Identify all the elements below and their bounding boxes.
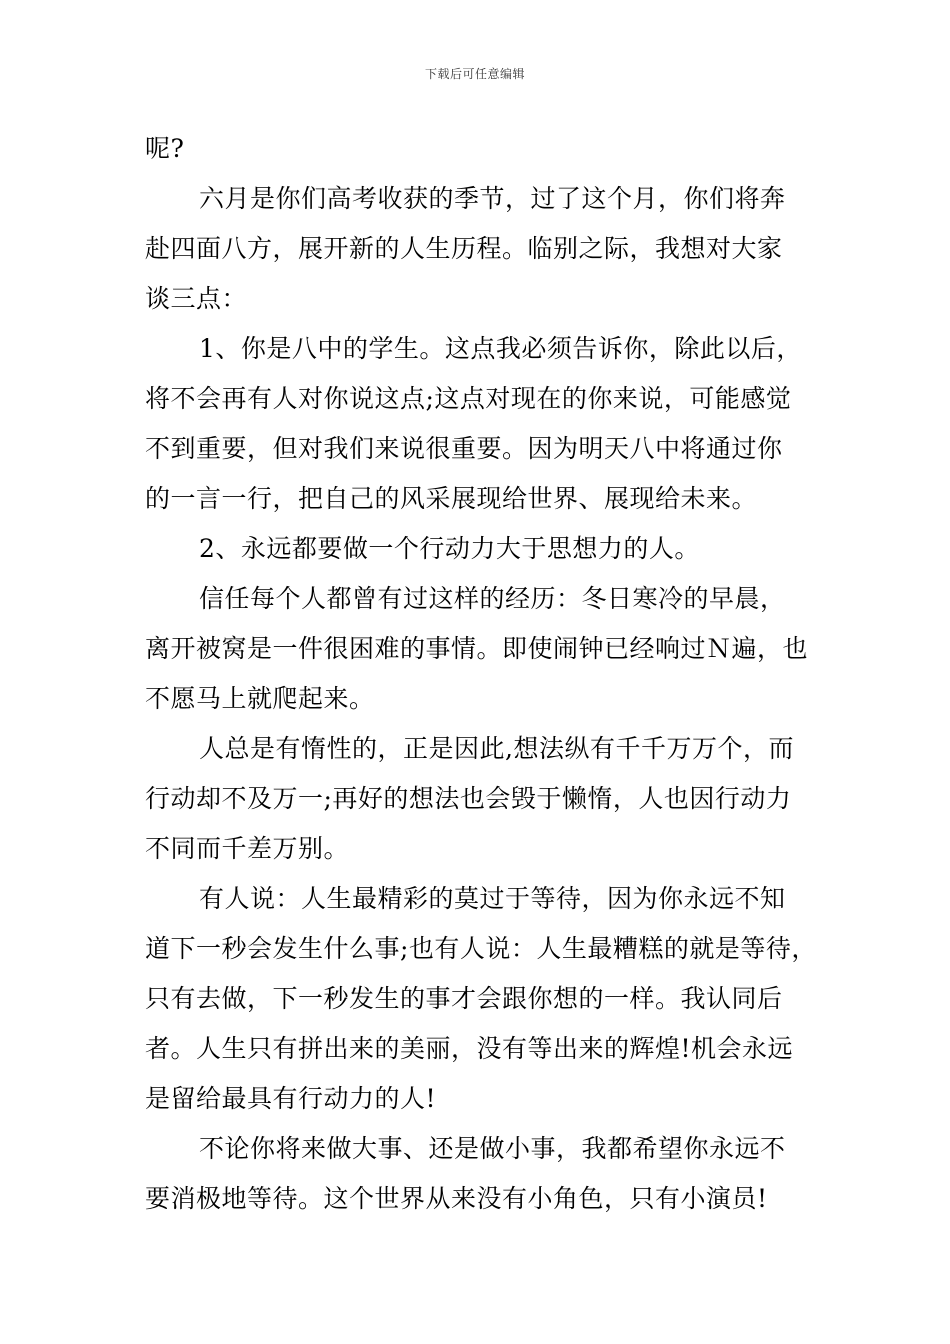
text-line: 信任每个人都曾有过这样的经历：冬日寒冷的早晨， <box>199 584 786 613</box>
text-line: 2、永远都要做一个行动力大于思想力的人。 <box>199 534 700 563</box>
page-header: 下载后可任意编辑 <box>424 67 525 81</box>
text-line: 人总是有惰性的，正是因此,想法纵有千千万万个，而 <box>199 734 794 763</box>
text-line: 道下一秒会发生什么事;也有人说：人生最糟糕的就是等待， <box>145 934 817 963</box>
text-line: 呢? <box>145 134 185 163</box>
text-line: 不到重要，但对我们来说很重要。因为明天八中将通过你 <box>145 434 783 463</box>
text-line: 是留给最具有行动力的人! <box>145 1084 437 1113</box>
text-line: 1、你是八中的学生。这点我必须告诉你，除此以后， <box>199 334 802 363</box>
text-line: 有人说：人生最精彩的莫过于等待，因为你永远不知 <box>199 884 786 913</box>
text-line: 离开被窝是一件很困难的事情。即使闹钟已经响过Ｎ遍，也 <box>145 634 809 663</box>
text-line: 只有去做，下一秒发生的事才会跟你想的一样。我认同后 <box>145 984 783 1013</box>
text-line: 赴四面八方，展开新的人生历程。临别之际，我想对大家 <box>145 234 783 263</box>
text-line: 行动却不及万一;再好的想法也会毁于懒惰，人也因行动力 <box>145 784 792 813</box>
text-line: 的一言一行，把自己的风采展现给世界、展现给未来。 <box>145 484 758 513</box>
text-line: 要消极地等待。这个世界从来没有小角色，只有小演员! <box>145 1184 768 1213</box>
text-line: 者。人生只有拼出来的美丽，没有等出来的辉煌!机会永远 <box>145 1034 794 1063</box>
text-line: 六月是你们高考收获的季节，过了这个月，你们将奔 <box>199 184 786 213</box>
text-line: 不论你将来做大事、还是做小事，我都希望你永远不 <box>199 1134 786 1163</box>
body-text <box>145 124 817 1224</box>
text-line: 将不会再有人对你说这点;这点对现在的你来说，可能感觉 <box>145 384 792 413</box>
text-line: 不同而千差万别。 <box>145 834 350 863</box>
text-line: 不愿马上就爬起来。 <box>145 684 375 713</box>
text-line: 谈三点： <box>145 284 248 313</box>
